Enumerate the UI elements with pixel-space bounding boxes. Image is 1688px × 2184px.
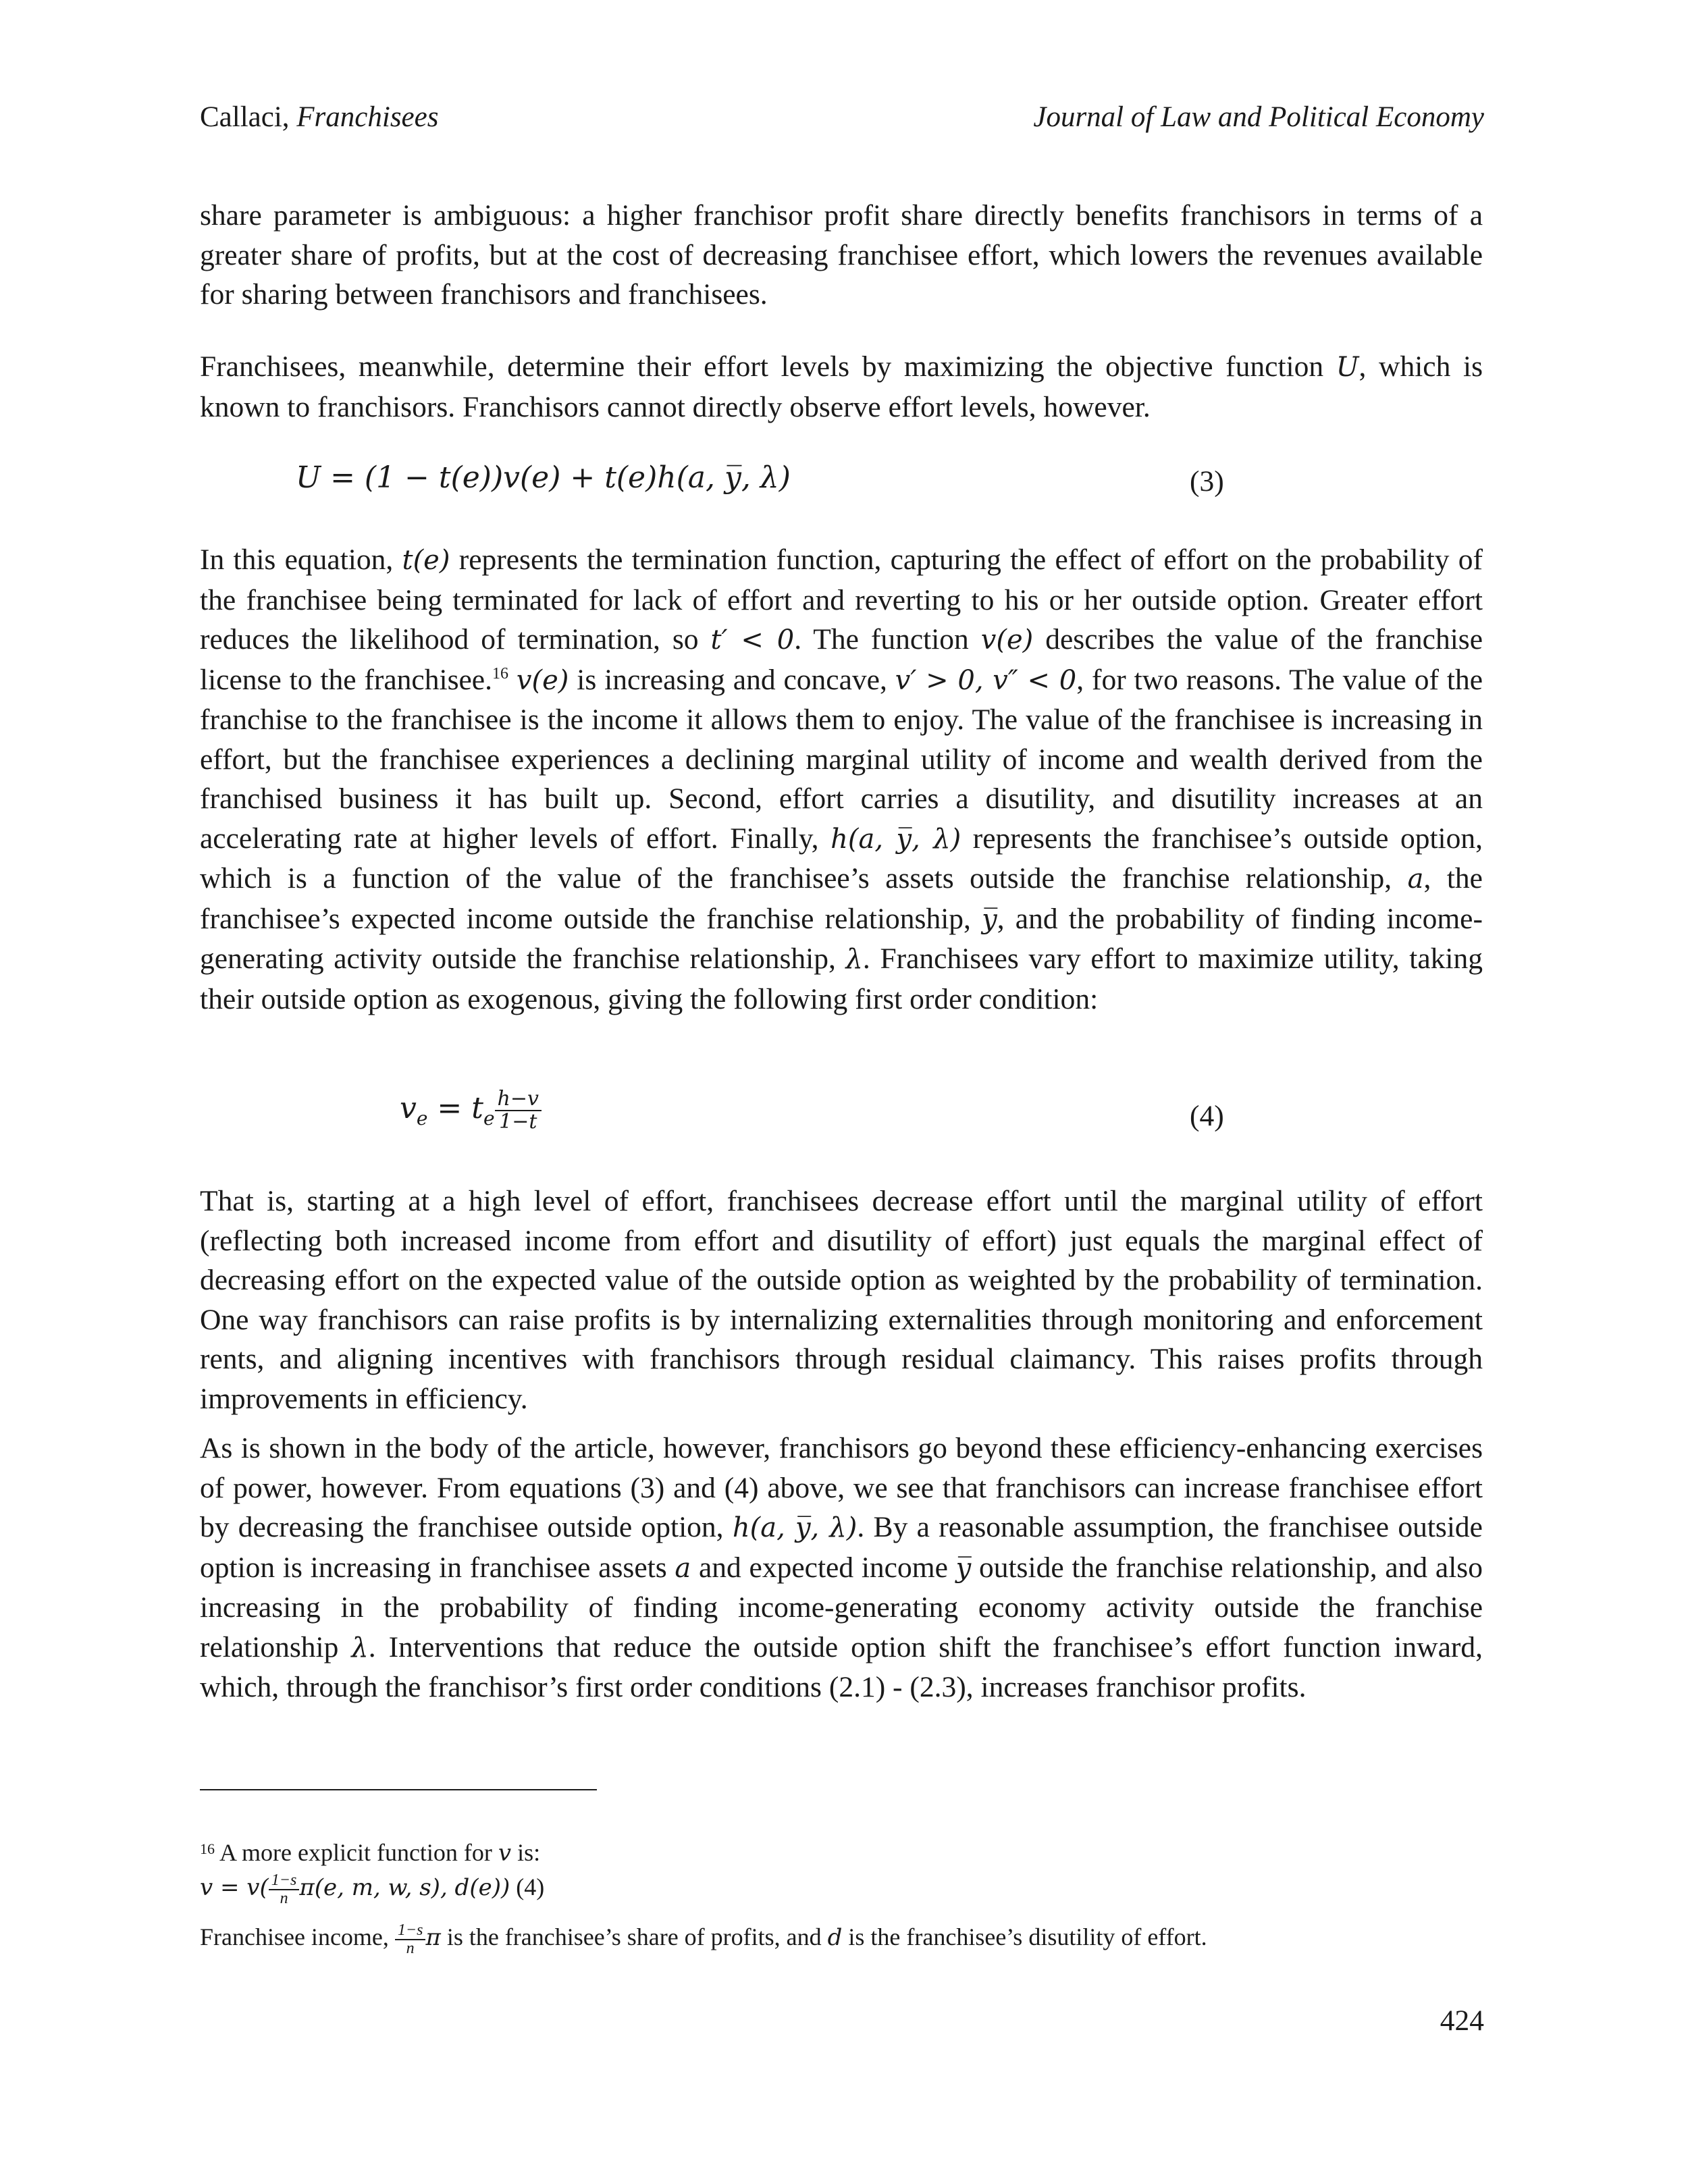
p3-math: v(e) bbox=[980, 624, 1034, 656]
p3-math: h(a, y̅, λ) bbox=[830, 823, 961, 855]
header-article-title: Franchisees bbox=[296, 101, 439, 133]
eq4-numerator: h−v bbox=[495, 1088, 542, 1111]
footnote-text: is: bbox=[511, 1839, 541, 1866]
p3-text: , for two reasons. The value of the franchise to the franchisee is the income it allows them to enjoy. The value of the franchisee is increasing in effort, but the franchisee experiences a declining marginal utility of income and wealth derived from the franchised business it has built up. Second, effort carries a disutility, and disutility increases at an accelerating rate at higher levels of effort. Finally, bbox=[200, 663, 1483, 855]
equation-3-number: (3) bbox=[1190, 465, 1224, 498]
p3-text: is increasing and concave, bbox=[569, 663, 895, 696]
p3-text: describes the value of the franchise license to the franchisee. bbox=[200, 623, 1483, 696]
p3-text bbox=[508, 664, 517, 696]
paragraph-5 bbox=[200, 1429, 1483, 1707]
paragraph-1: share parameter is ambiguous: a higher franchisor profit share directly benefits franchisors in terms of a greater share of profits, but at the cost of decreasing franchisee effort, which lowers the revenues available for sharing between franchisors and franchisees. bbox=[200, 199, 1483, 311]
footnote-text: is the franchisee’s share of profits, and bbox=[440, 1923, 828, 1950]
p2-text-a: Franchisees, meanwhile, determine their effort levels by maximizing the objective function bbox=[200, 350, 1336, 383]
footnote-text: A more explicit function for bbox=[215, 1839, 498, 1866]
fraction-denominator: n bbox=[406, 1939, 415, 1957]
p5-text: As is shown in the body of the article, however, franchisors go beyond these efficiency-enhancing exercises of power, however. From equations (3) and (4) above, we see that franchisors can increase franchisee effort by decreasing the franchisee outside option, bbox=[200, 1432, 1483, 1543]
p5-text: . Interventions that reduce the outside option shift the franchisee’s effort function inward, which, through the franchisor’s first order conditions (2.1) - (2.3), increases franchisor profits. bbox=[200, 1630, 1483, 1703]
p3-text: , the franchisee’s expected income outside the franchise relationship, bbox=[200, 862, 1483, 935]
p2-text-b: , which is known to franchisors. Franchisors cannot directly observe effort levels, however. bbox=[200, 350, 1483, 423]
p3-text: In this equation, bbox=[200, 543, 402, 576]
p2-symbol-u: U bbox=[1336, 352, 1359, 383]
p5-math: h(a, y̅, λ) bbox=[732, 1512, 858, 1543]
footnote-math: v bbox=[498, 1840, 512, 1867]
eq4-lhs: v bbox=[400, 1091, 417, 1125]
footnote-fraction bbox=[395, 1922, 426, 1957]
paragraph-4: That is, starting at a high level of effort, franchisees decrease effort until the marginal utility of effort (reflecting both increased income from effort and disutility of effort) just equals the marginal effect of decreasing effort on the expected value of the outside option as weighted by the probability of termination. One way franchisors can raise profits is by internalizing externalities through monitoring and enforcement rents, and aligning incentives with franchisors through residual claimancy. This raises profits through improvements in efficiency. bbox=[200, 1185, 1483, 1415]
fraction-numerator: 1−s bbox=[269, 1872, 300, 1890]
eq4-equals-t: = t bbox=[427, 1091, 483, 1125]
p3-text: , and the probability of finding income-generating activity outside the franchise relationship, bbox=[200, 902, 1483, 975]
footnote-equation-number: (4) bbox=[510, 1873, 545, 1900]
footnote-16-line-3 bbox=[200, 1921, 1207, 1957]
footnote-text: Franchisee income, bbox=[200, 1923, 395, 1950]
eq4-fraction bbox=[495, 1088, 542, 1132]
running-header-journal: Journal of Law and Political Economy bbox=[1033, 101, 1484, 133]
footnote-separator bbox=[200, 1789, 597, 1790]
p5-text: and expected income bbox=[691, 1551, 956, 1584]
p3-text: represents the termination function, capturing the effect of effort on the probability of the franchisee being terminated for lack of effort and reverting to his or her outside option. Greater effort reduces the likelihood of termination, so bbox=[200, 543, 1483, 656]
fraction-numerator: 1−s bbox=[395, 1922, 426, 1940]
p3-text: represents the franchisee’s outside option, which is a function of the value of the franchisee’s assets outside the franchise relationship, bbox=[200, 822, 1483, 895]
p3-text: . The function bbox=[794, 623, 981, 656]
footnote-fraction bbox=[269, 1872, 300, 1907]
p3-text: . Franchisees vary effort to maximize utility, taking their outside option as exogenous, giving the following first order condition: bbox=[200, 942, 1483, 1015]
p5-math: λ bbox=[351, 1632, 369, 1663]
fraction-denominator: n bbox=[280, 1889, 288, 1907]
p3-math: λ bbox=[845, 944, 863, 975]
footnote-text: is the franchisee’s disutility of effort. bbox=[842, 1923, 1207, 1950]
p3-math: a bbox=[1407, 863, 1424, 895]
p3-math: y̅ bbox=[982, 903, 997, 935]
p5-math: y̅ bbox=[955, 1552, 972, 1584]
running-header-author bbox=[200, 100, 438, 135]
p5-text: . By a reasonable assumption, the franchisee outside option is increasing in franchisee assets bbox=[200, 1511, 1483, 1584]
footnote-16-line-2 bbox=[200, 1871, 544, 1907]
paragraph-3 bbox=[200, 540, 1483, 1019]
equation-3: U = (1 − t(e))v(e) + t(e)h(a, y̅, λ) bbox=[296, 460, 791, 495]
paragraph-2 bbox=[200, 347, 1483, 427]
equation-4-number: (4) bbox=[1190, 1100, 1224, 1132]
equation-4 bbox=[400, 1088, 542, 1132]
page-number: 424 bbox=[1440, 2004, 1484, 2037]
footnote-math: v = v( bbox=[200, 1874, 269, 1901]
p3-math: v′ > 0, v″ < 0 bbox=[895, 664, 1077, 696]
footnote-math: π bbox=[425, 1924, 441, 1951]
p3-math: t(e) bbox=[402, 545, 450, 576]
p5-text: outside the franchise relationship, and also increasing in the probability of finding income-generating economy activity outside the franchise relationship bbox=[200, 1551, 1483, 1663]
footnote-reference-16[interactable]: 16 bbox=[492, 664, 508, 683]
footnote-16-line-1 bbox=[200, 1834, 540, 1869]
p5-math: a bbox=[675, 1552, 691, 1584]
footnote-math: d bbox=[827, 1924, 843, 1951]
eq4-denominator: 1−t bbox=[499, 1109, 537, 1134]
p3-math: v(e) bbox=[516, 664, 569, 696]
eq4-rhs-sub: e bbox=[483, 1107, 495, 1129]
header-author-name: Callaci, bbox=[200, 101, 297, 133]
footnote-number: 16 bbox=[200, 1840, 215, 1857]
eq4-lhs-sub: e bbox=[416, 1107, 428, 1129]
footnote-math: π(e, m, w, s), d(e)) bbox=[299, 1874, 510, 1901]
p3-math: t′ < 0 bbox=[710, 624, 795, 656]
